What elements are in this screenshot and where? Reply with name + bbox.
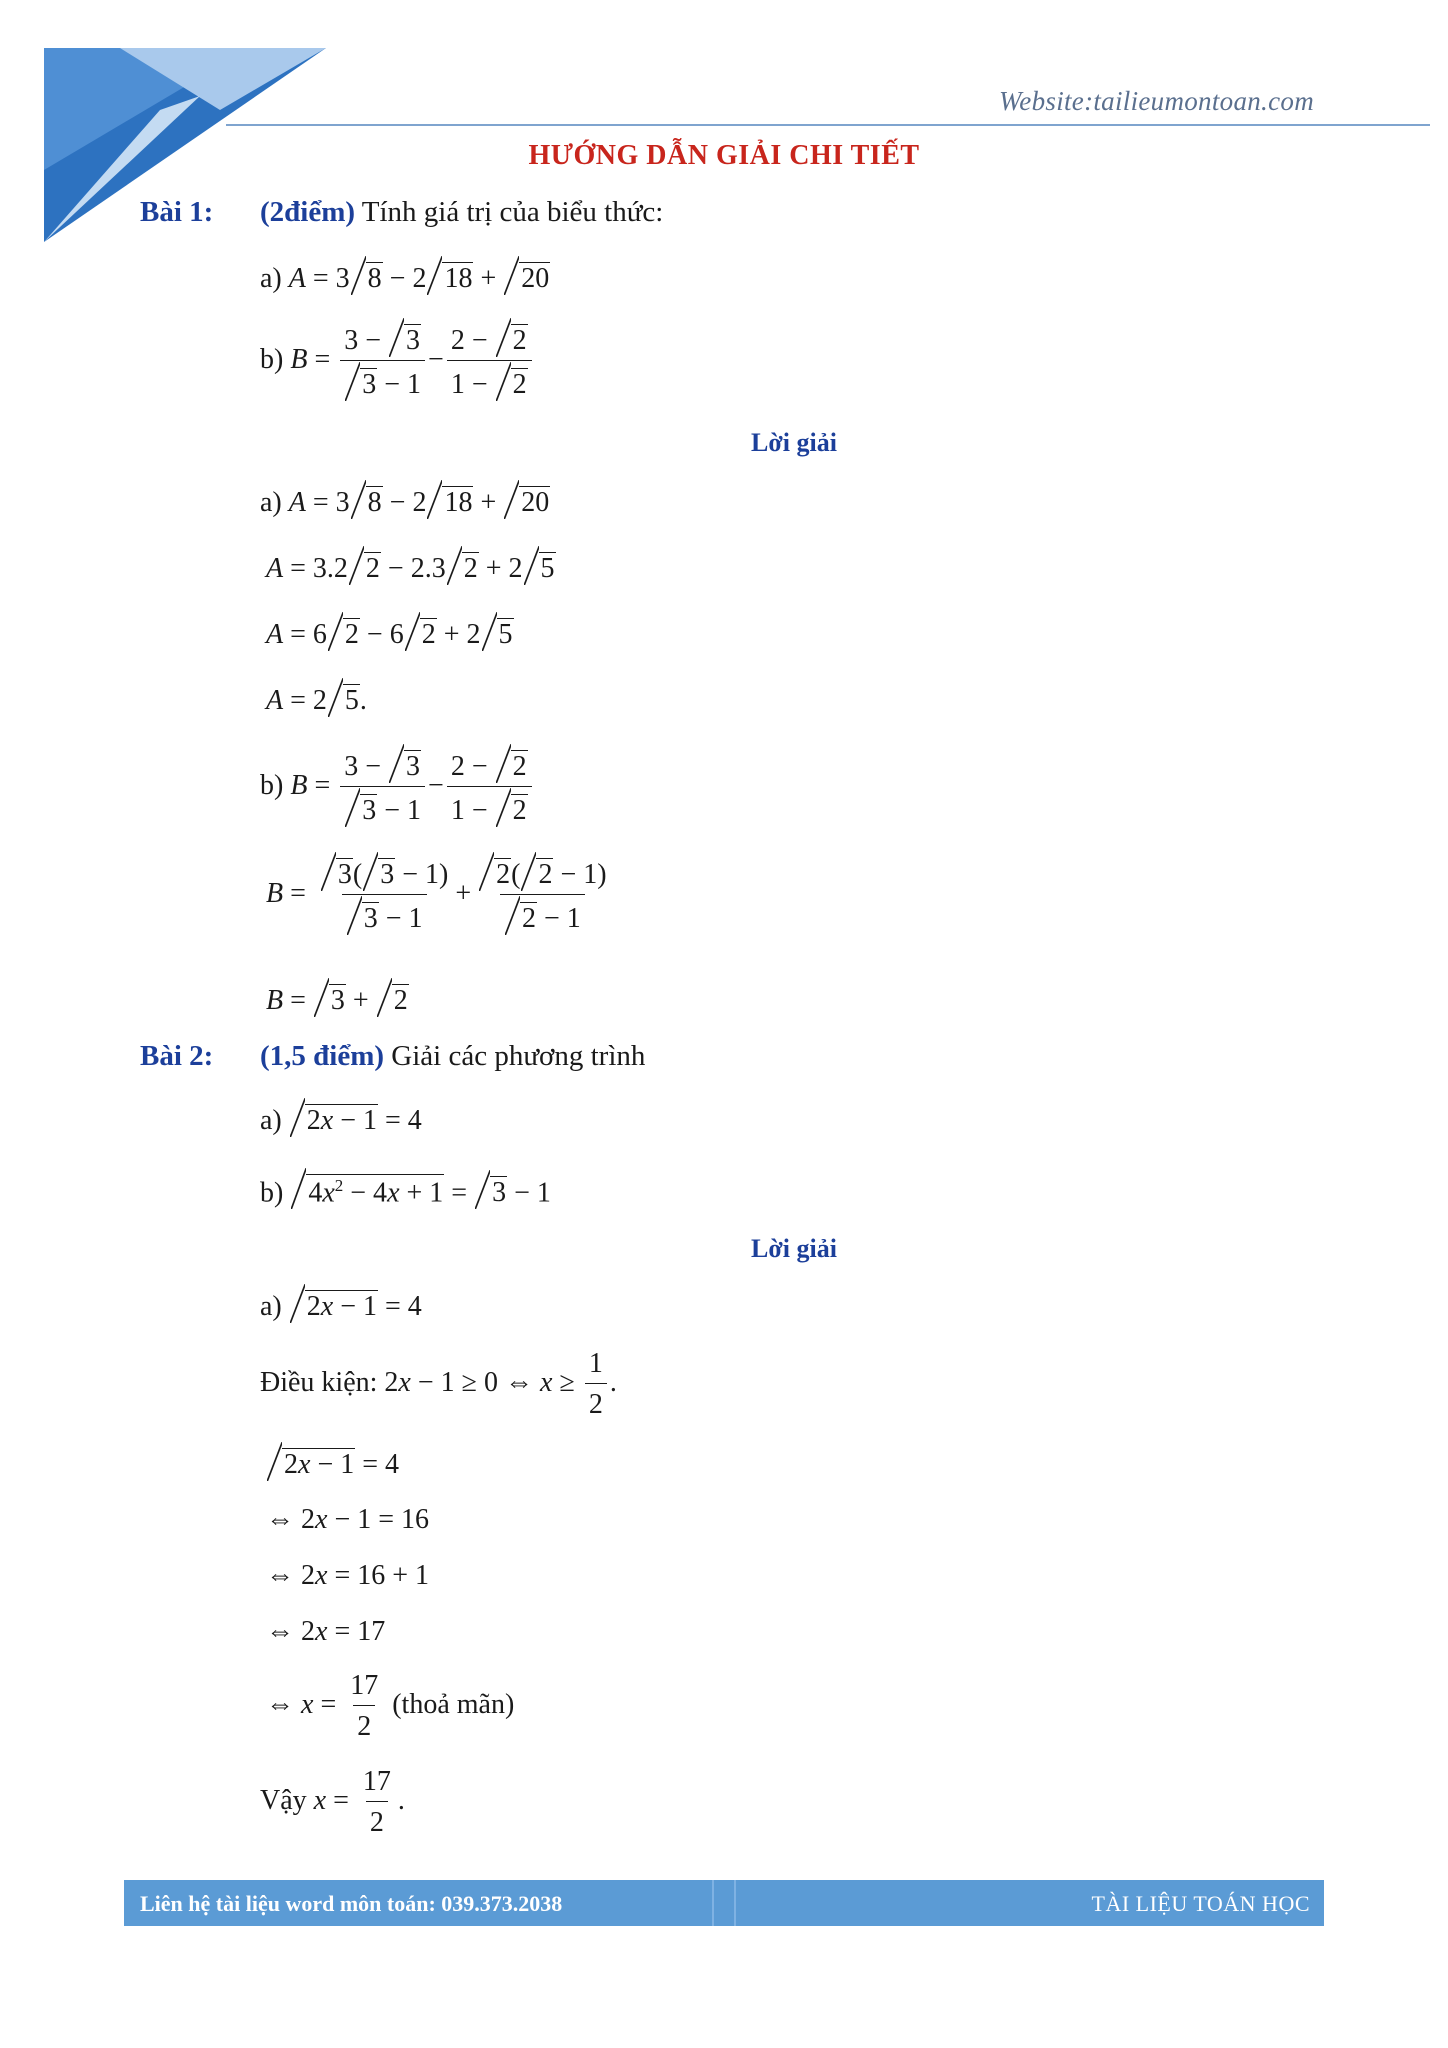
bai1-sol-a-result: A = 2 5.	[266, 685, 367, 716]
bai1-statement	[260, 196, 663, 229]
footer-divider	[712, 1880, 714, 1926]
website-url: Website:tailieumontoan.com	[998, 86, 1314, 116]
bai1-points: (2điểm)	[260, 196, 356, 228]
bai2-statement	[260, 1040, 645, 1073]
page-title: HƯỚNG DẪN GIẢI CHI TIẾT	[528, 140, 920, 171]
footer-divider	[734, 1880, 736, 1926]
bai2-sol-a-line3: ⇔ 2x − 1 = 16	[266, 1504, 430, 1535]
bai2-prompt: Giải các phương trình	[391, 1040, 646, 1072]
bai1-expr-a: a) A = 3 8 − 2 18 + 20	[260, 263, 550, 294]
bai1-sol-a-line3: A = 6 2 − 6 2 + 2 5	[266, 619, 513, 650]
bai1-prompt: Tính giá trị của biểu thức:	[361, 196, 664, 228]
bai1-sol-a-line1: a) A = 3 8 − 2 18 + 20	[260, 487, 550, 518]
bai1-expr-b: b) B = $\frac{3 - 3}{3 - 1}$ − $\frac{2 - 2}{1 - 2}$	[260, 324, 535, 399]
bai2-eq-b: b) $4x^2 - 4x + 1 = 3 - 1$	[260, 1176, 551, 1209]
bai2-sol-a-line1: a) 2x − 1 = 4	[260, 1291, 422, 1322]
bai2-conclusion: Vậy x = $\frac{17}{2}$ .	[260, 1766, 405, 1838]
bai2-points: (1,5 điểm)	[260, 1040, 385, 1072]
footer-contact: Liên hệ tài liệu word môn toán: 039.373.2038	[140, 1891, 563, 1916]
bai2-solution-heading: Lời giải	[751, 1234, 837, 1263]
bai1-solution-heading: Lời giải	[751, 428, 837, 457]
bai1-sol-b-line2: B = $\frac{3( 3 - 1)}{3 - 1}$ + $\frac{2( 2 - 1)}{2 - 1}$	[266, 859, 607, 934]
bai1-sol-b-line1: b) B = $\frac{3 - 3}{3 - 1}$ − $\frac{2 - 2}{1 - 2}$	[260, 750, 535, 825]
footer-brand: TÀI LIỆU TOÁN HỌC	[1091, 1891, 1310, 1916]
bai2-condition: Điều kiện: 2x − 1 ≥ 0 ⇔ x ≥ $\frac{1}{2}$ .	[260, 1348, 617, 1420]
bai1-sol-b-result: B = 3 + 2	[266, 985, 408, 1016]
bai2-sol-a-line6: ⇔ x = $\frac{17}{2}$ (thoả mãn)	[266, 1670, 515, 1742]
bai1-label: Bài 1:	[140, 196, 214, 228]
bai2-eq-a: a) 2x − 1 = 4	[260, 1105, 422, 1136]
bai2-label: Bài 2:	[140, 1040, 214, 1072]
bai2-sol-a-line5: ⇔ 2x = 17	[266, 1616, 386, 1647]
bai2-sol-a-line2: 2x − 1 = 4	[266, 1448, 399, 1479]
bai1-sol-a-line2: A = 3.2 2 − 2.3 2 + 2 5	[266, 553, 555, 584]
header-rule	[226, 124, 1430, 126]
bai2-sol-a-line4: ⇔ 2x = 16 + 1	[266, 1560, 430, 1591]
